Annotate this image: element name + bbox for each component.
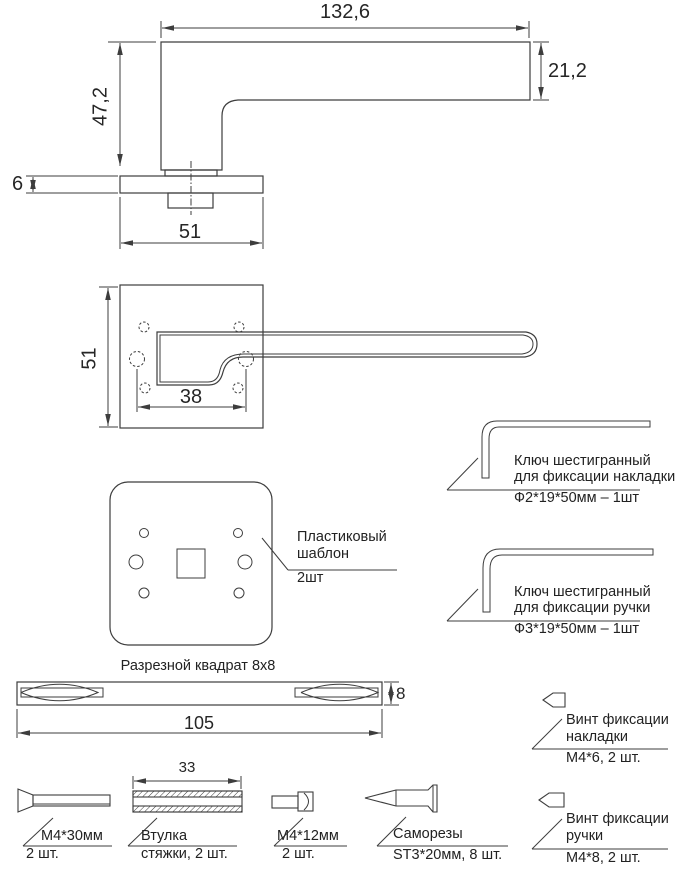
set-screw-rose-icon — [543, 693, 565, 707]
bolt-m4-12-qty: 2 шт. — [282, 846, 315, 862]
template-body — [110, 482, 272, 645]
set-screw-handle-icon — [539, 793, 564, 807]
self-tapping-name: Саморезы — [393, 826, 463, 842]
template-label-2: шаблон — [297, 546, 350, 562]
dim-47-2: 47,2 — [89, 87, 112, 126]
template-qty: 2шт — [297, 570, 324, 586]
handle-top-outer — [157, 332, 537, 385]
dim-21-2: 21,2 — [548, 60, 587, 82]
dim-6: 6 — [12, 173, 24, 195]
leader-slant — [447, 458, 478, 490]
set-screw-handle-label-1: Винт фиксации — [566, 811, 669, 827]
dim-8: 8 — [396, 684, 406, 703]
bolt-m4-30-name: М4*30мм — [41, 828, 103, 844]
sleeve-qty: стяжки, 2 шт. — [141, 846, 228, 862]
dim-33: 33 — [178, 759, 196, 776]
leader-slant — [447, 589, 478, 621]
template-label-1: Пластиковый — [297, 529, 387, 545]
hex-key-rose-label-3: Ф2*19*50мм – 1шт — [514, 490, 640, 506]
leader-slant — [532, 819, 562, 849]
bolt-m4-30-qty: 2 шт. — [26, 846, 59, 862]
dim-38: 38 — [179, 386, 203, 408]
hex-key-handle-label-3: Ф3*19*50мм – 1шт — [514, 621, 640, 637]
hex-key-rose-label-2: для фиксации накладки — [514, 469, 676, 485]
set-screw-handle-label-2: ручки — [566, 828, 604, 844]
set-screw-handle-qty: М4*8, 2 шт. — [566, 850, 641, 866]
bolt-m4-12-name: М4*12мм — [277, 828, 339, 844]
leader-slant — [262, 538, 288, 570]
dim-51-top: 51 — [78, 347, 101, 370]
self-tapping-icon — [365, 785, 437, 812]
side-view — [120, 42, 530, 215]
hex-key-handle-label-1: Ключ шестигранный — [514, 584, 651, 600]
dim-132-6: 132,6 — [319, 1, 371, 23]
leader-slant — [532, 719, 562, 749]
dim-51-side: 51 — [178, 221, 202, 243]
spindle-title: Разрезной квадрат 8x8 — [120, 658, 276, 674]
handle-side-outline — [161, 42, 530, 170]
template-square-hole — [177, 549, 205, 578]
sleeve-name: Втулка — [141, 828, 188, 844]
hex-key-handle-label-2: для фиксации ручки — [514, 600, 651, 616]
screw-m4-30-icon — [18, 789, 33, 812]
handle-top-inner — [160, 335, 533, 382]
plastic-template — [110, 482, 397, 645]
set-screw-rose-label-1: Винт фиксации — [566, 712, 669, 728]
set-screw-rose-label-2: накладки — [566, 729, 629, 745]
self-tapping-qty: ST3*20мм, 8 шт. — [393, 847, 503, 863]
hex-key-rose-label-1: Ключ шестигранный — [514, 453, 651, 469]
set-screw-rose-qty: М4*6, 2 шт. — [566, 750, 641, 766]
dim-105: 105 — [183, 713, 215, 733]
